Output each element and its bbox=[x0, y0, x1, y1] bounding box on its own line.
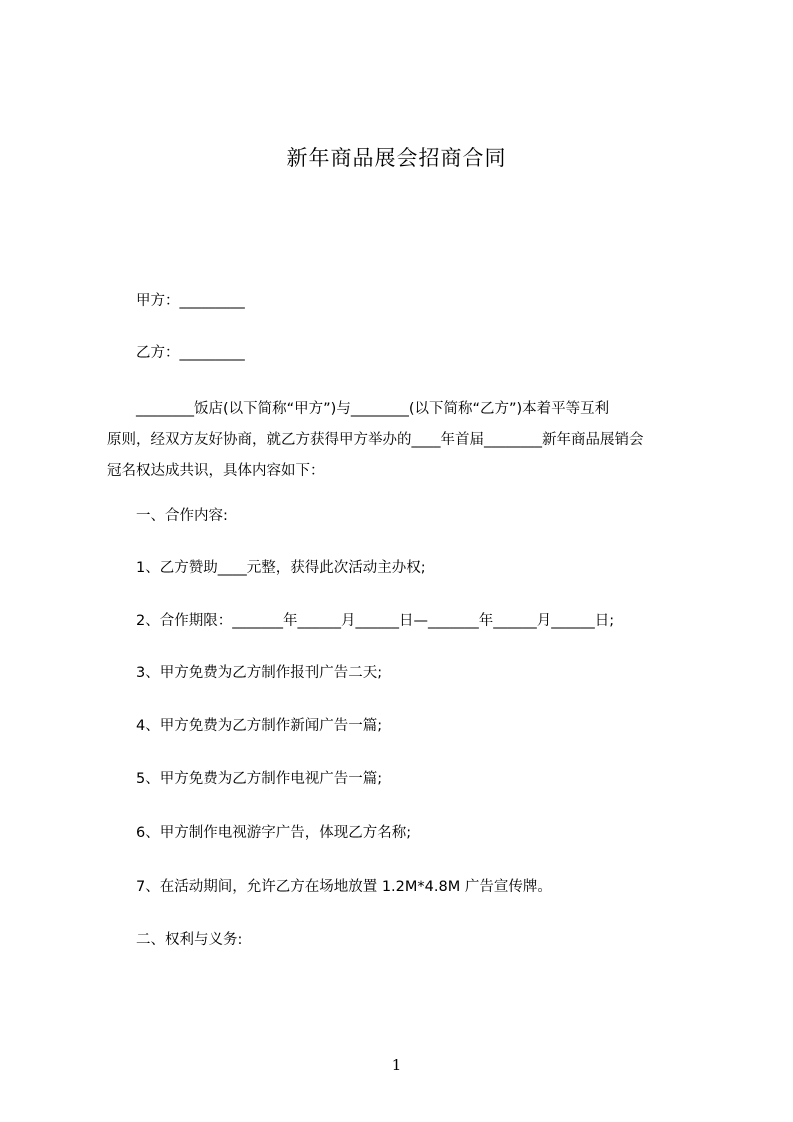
intro-line: ________饭店(以下简称“甲方”)与________(以下简称“乙方”)本着平等互利 bbox=[136, 401, 610, 417]
section-1-heading: 一、合作内容: bbox=[136, 508, 228, 524]
intro-paragraph bbox=[107, 394, 707, 487]
party-b-line: 乙方：_________ bbox=[136, 345, 245, 361]
party-a-line: 甲方：_________ bbox=[136, 293, 245, 309]
section-2-heading: 二、权利与义务: bbox=[136, 932, 243, 948]
page-number: 1 bbox=[391, 1056, 402, 1074]
list-item: 6、甲方制作电视游字广告，体现乙方名称; bbox=[136, 825, 412, 841]
intro-line: 冠名权达成共识，具体内容如下： bbox=[107, 463, 325, 479]
list-item: 7、在活动期间，允许乙方在场地放置 1.2M*4.8M 广告宣传牌。 bbox=[136, 879, 552, 895]
list-item: 4、甲方免费为乙方制作新闻广告一篇; bbox=[136, 718, 383, 734]
list-item: 5、甲方免费为乙方制作电视广告一篇; bbox=[136, 771, 383, 787]
intro-line: 原则，经双方友好协商，就乙方获得甲方举办的____年首届________新年商品展销会 bbox=[107, 432, 644, 448]
list-item: 1、乙方赞助____元整，获得此次活动主办权; bbox=[136, 560, 426, 576]
list-item: 3、甲方免费为乙方制作报刊广告二天; bbox=[136, 665, 383, 681]
list-item: 2、合作期限：_______年______月______日—_______年______月______日; bbox=[136, 613, 615, 629]
document-title: 新年商品展会招商合同 bbox=[286, 146, 507, 170]
